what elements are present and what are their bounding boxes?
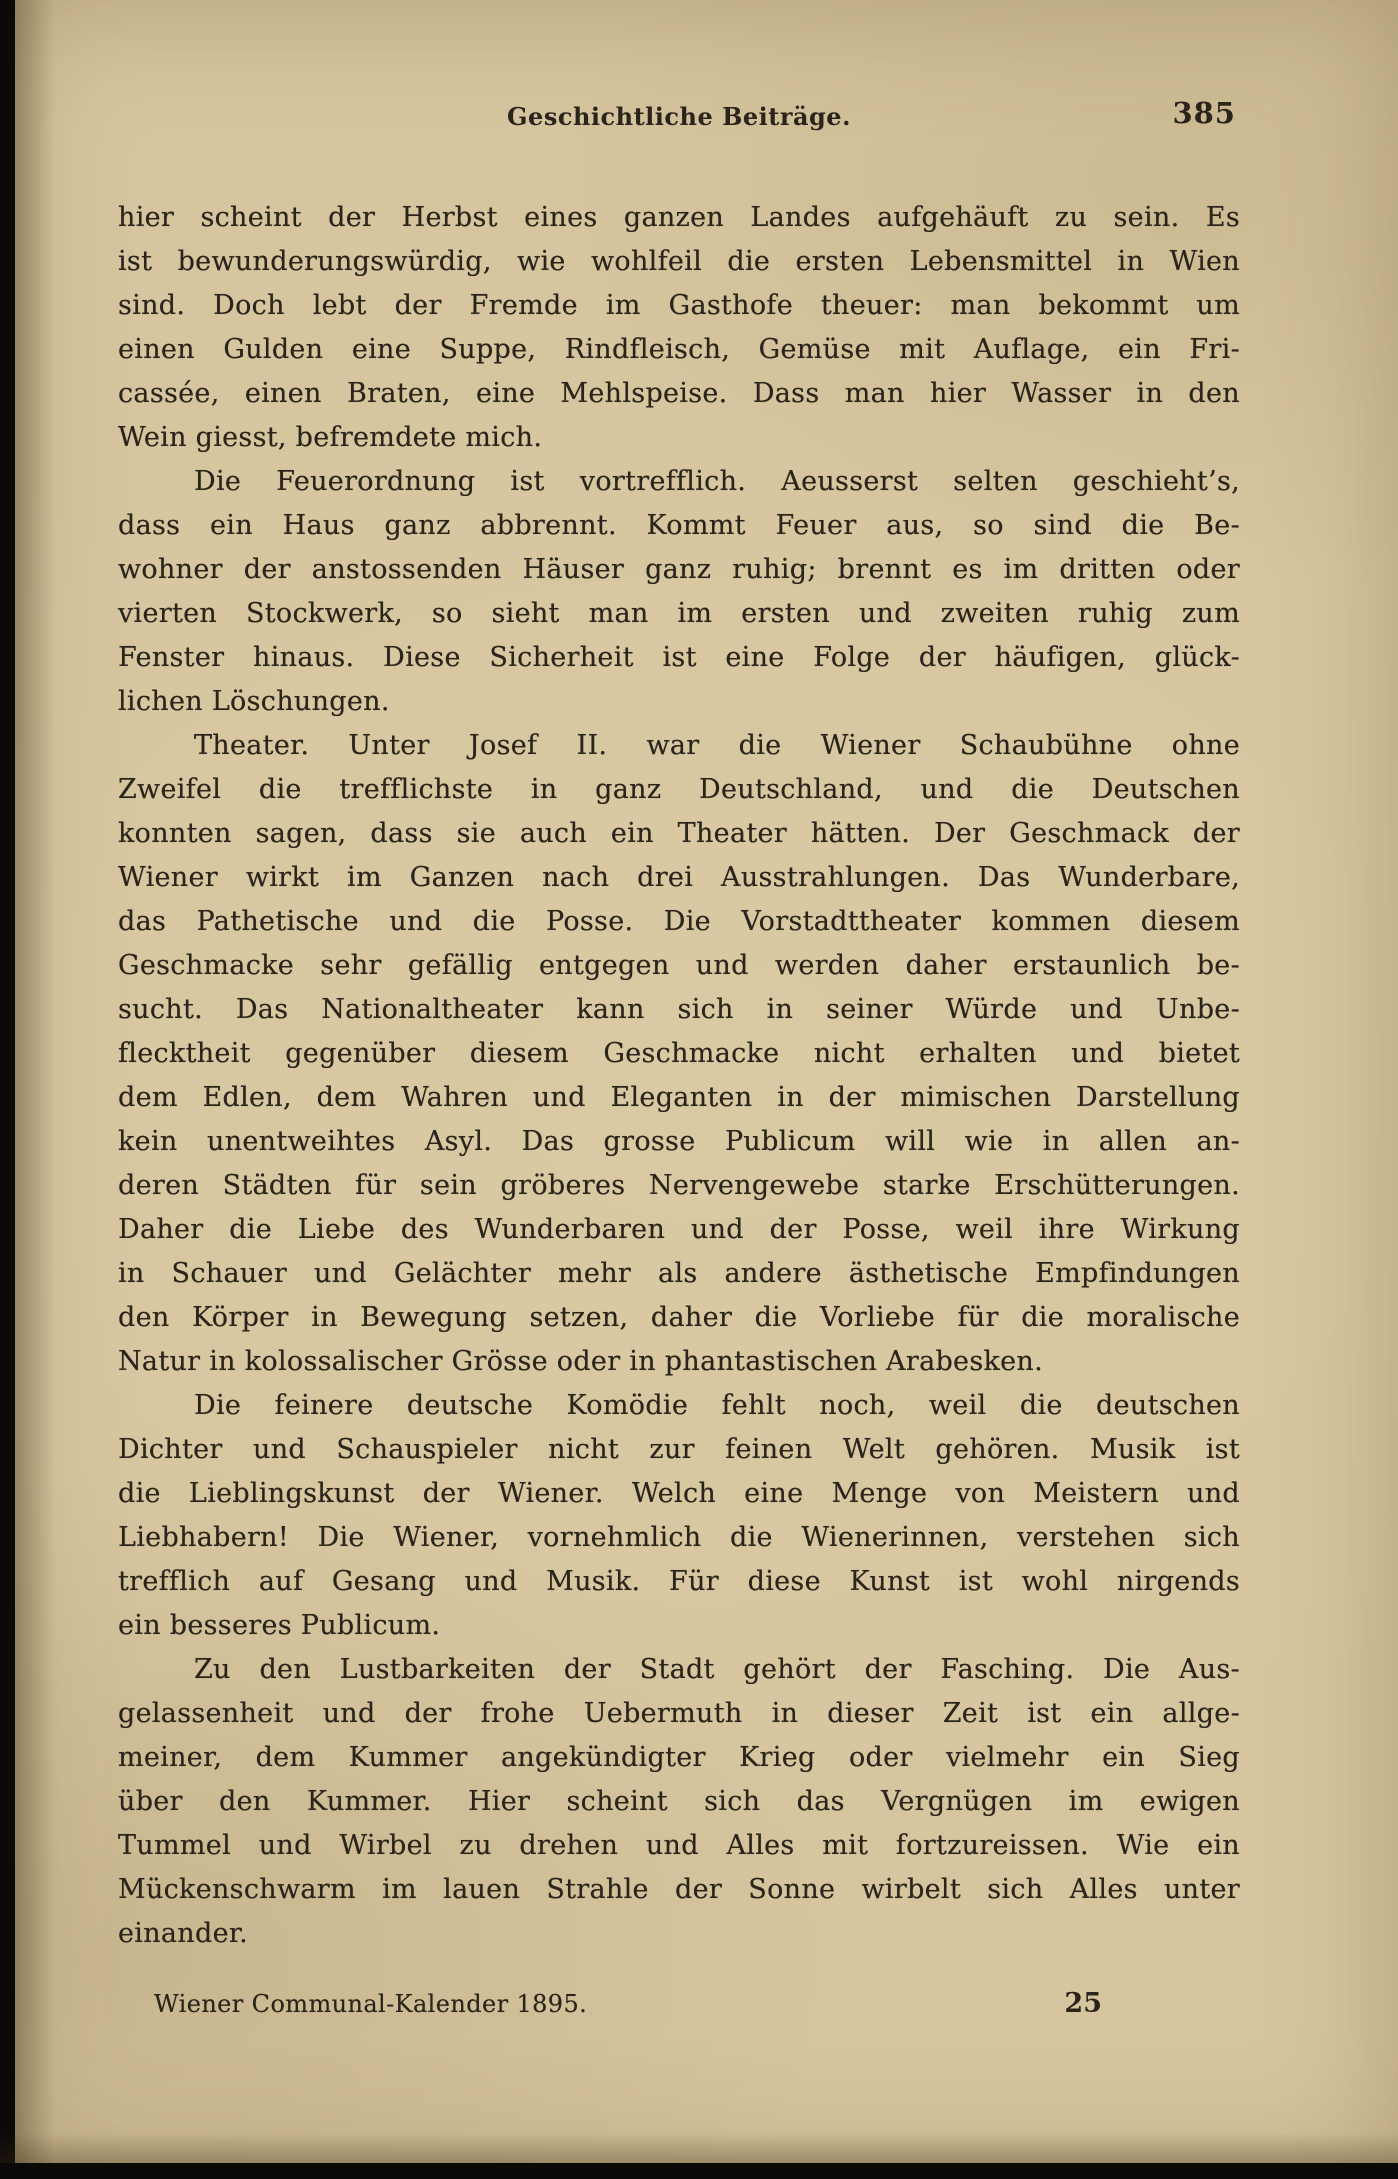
text-line: sind. Doch lebt der Fremde im Gasthofe theuer: man bekommt um — [118, 290, 1240, 321]
text-line: Theater. Unter Josef II. war die Wiener Schaubühne ohne — [194, 730, 1240, 761]
text-line: sucht. Das Nationaltheater kann sich in seiner Würde und Unbe- — [118, 994, 1240, 1025]
paragraph — [118, 724, 1240, 1384]
page-content — [118, 0, 1240, 1956]
text-line: Die Feuerordnung ist vortrefflich. Aeusserst selten geschieht’s, — [194, 466, 1240, 497]
text-line: ist bewunderungswürdig, wie wohlfeil die ersten Lebensmittel in Wien — [118, 246, 1240, 277]
body-text — [118, 196, 1240, 1956]
text-line: Zu den Lustbarkeiten der Stadt gehört der Fasching. Die Aus- — [194, 1654, 1240, 1685]
text-line: Geschmacke sehr gefällig entgegen und werden daher erstaunlich be- — [118, 950, 1240, 981]
text-line: ein besseres Publicum. — [118, 1610, 441, 1641]
text-line: trefflich auf Gesang und Musik. Für diese Kunst ist wohl nirgends — [118, 1566, 1240, 1597]
text-line: gelassenheit und der frohe Uebermuth in dieser Zeit ist ein allge- — [118, 1698, 1240, 1729]
running-head — [118, 0, 1240, 148]
text-line: Daher die Liebe des Wunderbaren und der Posse, weil ihre Wirkung — [118, 1214, 1240, 1245]
text-line: über den Kummer. Hier scheint sich das Vergnügen im ewigen — [118, 1786, 1240, 1817]
text-line: konnten sagen, dass sie auch ein Theater hätten. Der Geschmack der — [118, 818, 1240, 849]
text-line: meiner, dem Kummer angekündigter Krieg oder vielmehr ein Sieg — [118, 1742, 1240, 1773]
text-line: Tummel und Wirbel zu drehen und Alles mit fortzureissen. Wie ein — [118, 1830, 1240, 1861]
text-line: Zweifel die trefflichste in ganz Deutschland, und die Deutschen — [118, 774, 1240, 805]
paragraph — [118, 1384, 1240, 1648]
running-head-title: Geschichtliche Beiträge. — [507, 102, 851, 131]
text-line: in Schauer und Gelächter mehr als andere ästhetische Empfindungen — [118, 1258, 1240, 1289]
scan-bottom-edge — [0, 2163, 1398, 2179]
footer-source-title: Wiener Communal-Kalender 1895. — [154, 1990, 588, 2018]
text-line: Liebhabern! Die Wiener, vornehmlich die Wienerinnen, verstehen sich — [118, 1522, 1240, 1553]
text-line: Natur in kolossalischer Grösse oder in phantastischen Arabesken. — [118, 1346, 1043, 1377]
paragraph — [118, 1648, 1240, 1956]
text-line: Wiener wirkt im Ganzen nach drei Ausstrahlungen. Das Wunderbare, — [118, 862, 1240, 893]
text-line: Dichter und Schauspieler nicht zur feinen Welt gehören. Musik ist — [118, 1434, 1240, 1465]
text-line: wohner der anstossenden Häuser ganz ruhig; brennt es im dritten oder — [118, 554, 1240, 585]
text-line: flecktheit gegenüber diesem Geschmacke nicht erhalten und bietet — [118, 1038, 1240, 1069]
text-line: den Körper in Bewegung setzen, daher die Vorliebe für die moralische — [118, 1302, 1240, 1333]
scan-binding-shadow — [15, 0, 55, 2179]
text-line: kein unentweihtes Asyl. Das grosse Publicum will wie in allen an- — [118, 1126, 1240, 1157]
text-line: die Lieblingskunst der Wiener. Welch eine Menge von Meistern und — [118, 1478, 1240, 1509]
page-number: 385 — [1172, 96, 1236, 130]
text-line: einander. — [118, 1918, 248, 1949]
paragraph — [118, 196, 1240, 460]
text-line: einen Gulden eine Suppe, Rindfleisch, Gemüse mit Auflage, ein Fri- — [118, 334, 1240, 365]
footer-signature-mark: 25 — [1064, 1988, 1102, 2019]
paragraph — [118, 460, 1240, 724]
text-line: deren Städten für sein gröberes Nervengewebe starke Erschütterungen. — [118, 1170, 1240, 1201]
text-line: Fenster hinaus. Diese Sicherheit ist eine Folge der häufigen, glück- — [118, 642, 1240, 673]
scan-bottom-shadow — [0, 2133, 1398, 2163]
text-line: Die feinere deutsche Komödie fehlt noch, weil die deutschen — [194, 1390, 1240, 1421]
scan-binding-edge — [0, 0, 15, 2179]
text-line: Wein giesst, befremdete mich. — [118, 422, 543, 453]
page-footer — [118, 1988, 1240, 2019]
text-line: dass ein Haus ganz abbrennt. Kommt Feuer aus, so sind die Be- — [118, 510, 1240, 541]
text-line: lichen Löschungen. — [118, 686, 390, 717]
text-line: Mückenschwarm im lauen Strahle der Sonne wirbelt sich Alles unter — [118, 1874, 1240, 1905]
text-line: hier scheint der Herbst eines ganzen Landes aufgehäuft zu sein. Es — [118, 202, 1240, 233]
text-line: vierten Stockwerk, so sieht man im ersten und zweiten ruhig zum — [118, 598, 1240, 629]
text-line: dem Edlen, dem Wahren und Eleganten in der mimischen Darstellung — [118, 1082, 1240, 1113]
text-line: cassée, einen Braten, eine Mehlspeise. Dass man hier Wasser in den — [118, 378, 1240, 409]
text-line: das Pathetische und die Posse. Die Vorstadttheater kommen diesem — [118, 906, 1240, 937]
